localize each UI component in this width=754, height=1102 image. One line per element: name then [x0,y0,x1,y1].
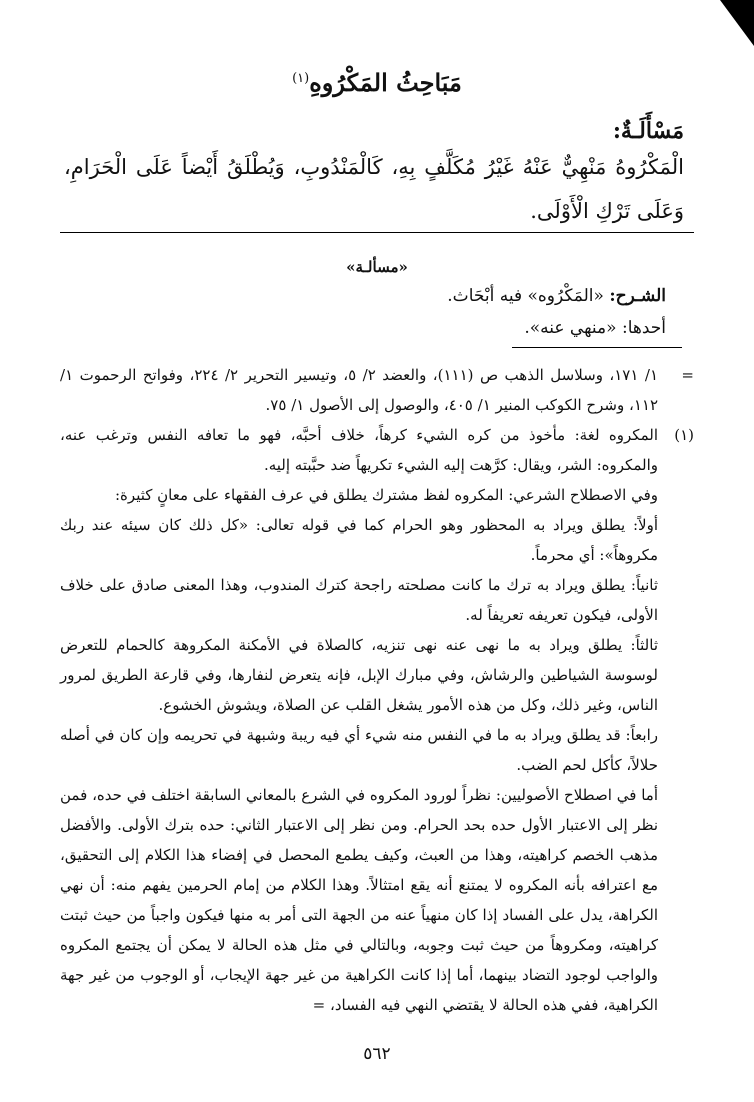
page-title [0,68,754,97]
sharh-line-1 [447,286,666,306]
page-number: ٥٦٢ [363,1044,391,1064]
sharh-line-2: أحدها: «منهي عنه». [524,318,666,338]
footnotes [60,360,694,1020]
footnote-divider [512,347,682,348]
footnote-mark: (١) [674,426,694,444]
title-text: مَبَاحِثُ المَكْرُوهِ [309,68,462,97]
footnote-paragraph: وفي الاصطلاح الشرعي: المكروه لفظ مشترك يطلق في عرف الفقهاء على معانٍ كثيرة: [115,486,658,504]
title-footnote-ref: (١) [292,71,310,86]
matn-divider [60,232,694,233]
matn-text: الْمَكْرُوهُ مَنْهِيٌّ عَنْهُ غَيْرُ مُكَلَّفٍ بِهِ، كَالْمَنْدُوبِ، وَيُطْلَقُ أَيْضاً عَلَى الْحَرَامِ، وَعَلَى تَرْكِ الْأَوْلَى. [64,155,684,223]
footnote-paragraph: أما في اصطلاح الأصوليين: نظراً لورود المكروه في الشرع بالمعاني السابقة اختلف في حده، فمن نظر إلى الاعتبار الأول حده بحد الحرام. ومن نظر إلى الاعتبار الثاني: حده بترك الأولى. والأفضل مذهب الخصم كراهيته، وهذا من العبث، وكيف يطمع المحصل في إفضاء هذا الكلام إلى التحقيق، مع اعترافه بأنه المكروه لا يمتنع أنه يقع امتثالاً. وهذا الكلام من إمام الحرمين يفهم منه: أن نهي الكراهة، يدل على الفساد إذا كان منهياً عنه من الجهة التى أمر به منها فيكون واجباً من حيث ثبتت كراهيته، ومكروهاً من حيث ثبت وجوبه، وبالتالي في مثل هذه الحالة لا يمكن أن يجتمع المكروه والواجب لوجود التضاد بينهما، أما إذا كانت الكراهية من غير جهة الإيجاب، أو الوجوب من غير جهة الكراهية، ففي هذه الحالة لا يقتضي النهي فيه الفساد، = [60,786,658,1014]
sharh-section-label: «مسألـة» [346,258,408,276]
footnote-1 [60,420,694,1020]
footnote-paragraph: أولاً: يطلق ويراد به المحظور وهو الحرام كما في قوله تعالى: «كل ذلك كان سيئه عند ربك مكروهاً»: أي محرماً. [60,516,658,564]
footnote-paragraph: ثانياً: يطلق ويراد به ترك ما كانت مصلحته راجحة كترك المندوب، وهذا المعنى صادق على خلاف الأولى، فيكون تعريفه تعريفاً له. [60,576,658,624]
footnote-paragraph: ثالثاً: يطلق ويراد به ما نهى عنه نهى تنزيه، كالصلاة في الأمكنة المكروهة كالحمام للتعرض لوسوسة الشياطين والرشاش، وفي مبارك الإبل، فإنه يتعرض لنفارها، وفي قارعة الطريق لمرور الناس، وغير ذلك، وكل من هذه الأمور يشغل القلب عن الصلاة، ويشوش الخشوع. [60,636,658,714]
footnote-paragraph: المكروه لغة: مأخوذ من كره الشيء كرهاً، خلاف أحبَّه، فهو ما تعافه النفس وترغب عنه، والمكروه: الشر، ويقال: كرَّهت إليه الشيء تكريهاً ضد حبَّبته إليه. [60,426,658,474]
footnote-continued [60,360,694,420]
sharh-line-1-text: «المَكْرُوه» فيه أبْحَاث. [447,286,604,306]
footnote-mark: = [681,366,694,384]
footnote-paragraph: رابعاً: قد يطلق ويراد به ما في النفس منه شيء أي فيه ريبة وشبهة في تحريمه وإن كان في أصله حلالاً، كأكل لحم الضب. [60,726,658,774]
footnote-paragraph: ١/ ١٧١، وسلاسل الذهب ص (١١١)، والعضد ٢/ ٥، وتيسير التحرير ٢/ ٢٢٤، وفواتح الرحموت ١/ ١١٢، وشرح الكوكب المنير ١/ ٤٠٥، والوصول إلى الأصول ١/ ٧٥. [60,366,658,414]
masala-label: مَسْأَلَـةٌ: [612,118,684,144]
page-corner-mark [720,0,754,46]
sharh-label: الشـرح: [609,286,666,306]
